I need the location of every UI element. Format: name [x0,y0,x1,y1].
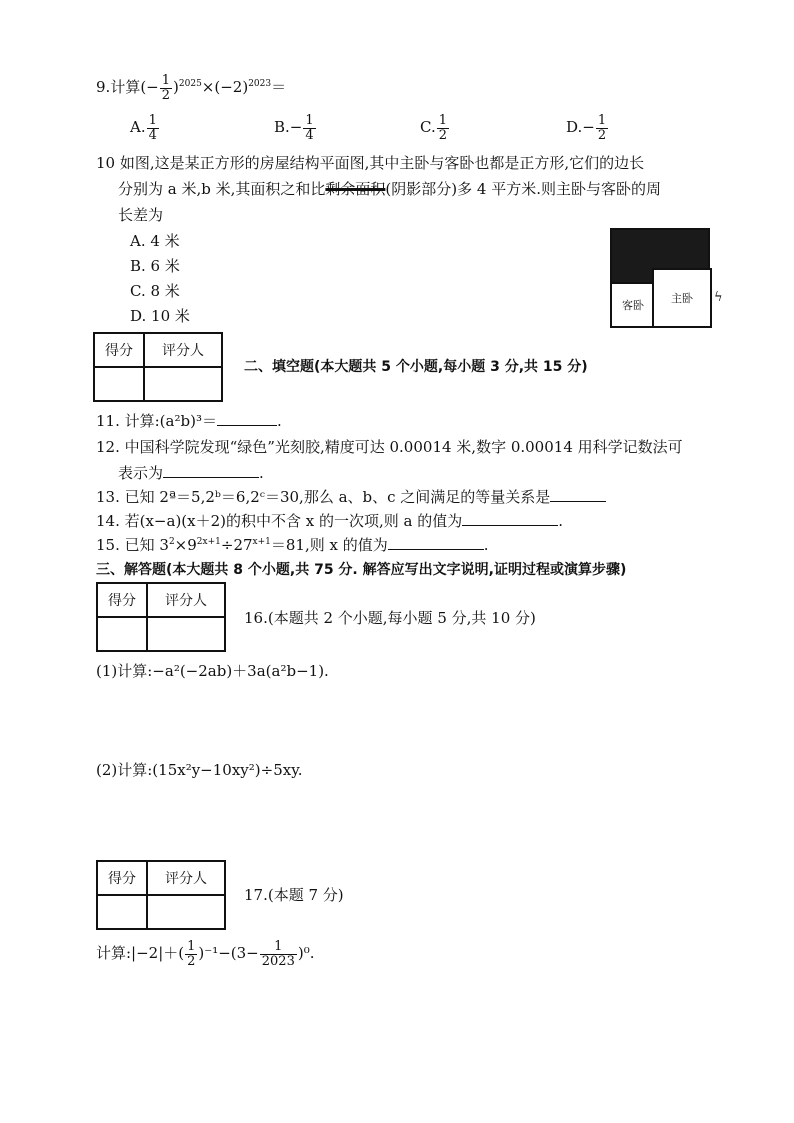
frac-num: 1 [597,113,607,128]
score-header: 得分 [94,333,144,367]
q15 [96,534,489,555]
q15-sup-3: x+1 [252,537,271,547]
frac-den: 2 [161,87,171,103]
q16-title: 16.(本题共 2 个小题,每小题 5 分,共 10 分) [244,609,536,627]
q9-times: ×(−2) [201,78,249,97]
q17-expression [96,940,314,968]
q10-line-3: 长差为 [118,206,164,224]
score-cell[interactable] [94,367,144,401]
q17-text-a: 计算:|−2|＋( [96,944,185,963]
q15-text-d: ＝81,则 x 的值为 [270,536,388,554]
master-bedroom [652,268,712,328]
q10-option-a[interactable]: A. 4 米 [130,232,180,250]
q10-line-2c: (阴影部分)多 4 平方米.则主卧与客卧的周 [385,180,661,198]
q9-stem [96,74,286,102]
q9-fraction [160,74,172,102]
q10-option-d[interactable]: D. 10 米 [130,307,190,325]
q12-line-2 [118,462,264,483]
grader-cell[interactable] [144,367,222,401]
q11-text: 11. 计算:(a²b)³＝ [96,412,217,430]
q17-fraction-1 [185,940,197,968]
q15-text-c: ÷27 [220,536,253,554]
frac-num: 1 [260,940,297,955]
frac-den: 2 [438,127,447,143]
q17-title: 17.(本题 7 分) [244,886,344,904]
frac-den: 4 [148,127,157,143]
q16-part-2: (2)计算:(15x²y−10xy²)÷5xy. [96,761,303,779]
option-label: C. [420,118,436,137]
q17-text-b: )⁻¹−(3− [198,944,259,963]
score-box-1 [93,332,223,402]
q10-line-2a: 分别为 a 米,b 米,其面积之和比 [118,180,326,198]
option-fraction [147,114,159,142]
q14-end: . [558,512,564,530]
frac-den: 4 [305,127,314,143]
score-box-3 [96,860,226,930]
q13-answer-blank[interactable] [550,487,606,502]
q15-sup-2: 2x+1 [196,537,221,547]
score-header: 得分 [97,861,147,895]
q9-paren: ) [173,78,179,97]
q12-line-1: 12. 中国科学院发现“绿色”光刻胶,精度可达 0.00014 米,数字 0.00014 用科学记数法可 [96,438,683,456]
q10-struck-text: 剩余面积 [325,180,386,198]
q9-exponent-1: 2025 [178,79,202,90]
grader-header: 评分人 [144,333,222,367]
grader-header: 评分人 [147,861,225,895]
option-label: A. [130,118,146,137]
q10-line-1: 10 如图,这是某正方形的房屋结构平面图,其中主卧与客卧也都是正方形,它们的边长 [96,154,645,172]
q15-answer-blank[interactable] [388,535,484,550]
q15-sup-1: 2 [168,537,175,547]
guest-bedroom-label: 客卧 [622,299,644,312]
floor-plan-figure [610,228,710,328]
q15-text-b: ×9 [174,536,197,554]
q9-exponent-2: 2023 [248,79,272,90]
q12-answer-blank[interactable] [163,463,259,478]
q11 [96,410,282,431]
master-bedroom-label: 主卧 [671,292,693,305]
frac-num: 1 [148,113,157,128]
grader-header: 评分人 [147,583,225,617]
option-fraction [303,114,315,142]
stray-mark-icon: ϟ [714,290,723,305]
grader-cell[interactable] [147,895,225,929]
q12-end: . [259,464,264,482]
q9-option-c[interactable] [420,114,450,142]
q15-end: . [483,536,489,554]
option-sign: − [289,118,303,137]
frac-num: 1 [305,113,314,128]
q16-part-1: (1)计算:−a²(−2ab)＋3a(a²b−1). [96,662,329,680]
frac-den: 2 [187,953,196,969]
frac-den: 2023 [261,953,295,969]
q17-fraction-2 [260,940,297,968]
score-cell[interactable] [97,617,147,651]
q11-end: . [276,412,282,430]
q9-option-a[interactable] [130,114,160,142]
score-box-2 [96,582,226,652]
q9-number: 9. [96,78,111,97]
grader-cell[interactable] [147,617,225,651]
section-2-heading: 二、填空题(本大题共 5 个小题,每小题 3 分,共 15 分) [244,359,588,375]
q10-option-b[interactable]: B. 6 米 [130,257,180,275]
option-label: D. [566,118,583,137]
option-label: B. [274,118,290,137]
q17-text-c: )⁰. [297,944,315,963]
q9-label: 计算( [110,78,147,97]
guest-bedroom [610,282,656,328]
frac-num: 1 [438,113,447,128]
q15-text-a: 15. 已知 3 [96,536,169,554]
frac-num: 1 [187,939,196,954]
q9-equals: ＝ [271,78,287,97]
q10-line-2 [118,178,661,199]
frac-den: 2 [597,127,607,143]
score-header: 得分 [97,583,147,617]
option-sign: − [582,118,595,137]
q14 [96,510,563,531]
q13 [96,486,606,507]
q12-label: 表示为 [118,464,164,482]
frac-num: 1 [161,73,171,88]
q14-answer-blank[interactable] [462,511,558,526]
section-3-heading: 三、解答题(本大题共 8 个小题,共 75 分. 解答应写出文字说明,证明过程或演算步骤) [96,562,627,578]
q9-frac-sign: − [146,78,159,97]
option-fraction [596,114,608,142]
q9-option-b[interactable] [274,114,317,142]
q11-answer-blank[interactable] [217,411,277,426]
q10-option-c[interactable]: C. 8 米 [130,282,180,300]
q14-text: 14. 若(x−a)(x＋2)的积中不含 x 的一次项,则 a 的值为 [96,512,463,530]
score-cell[interactable] [97,895,147,929]
q13-text: 13. 已知 2ª＝5,2ᵇ＝6,2ᶜ＝30,那么 a、b、c 之间满足的等量关系是 [96,488,551,506]
q9-option-d[interactable] [566,114,609,142]
option-fraction [437,114,449,142]
